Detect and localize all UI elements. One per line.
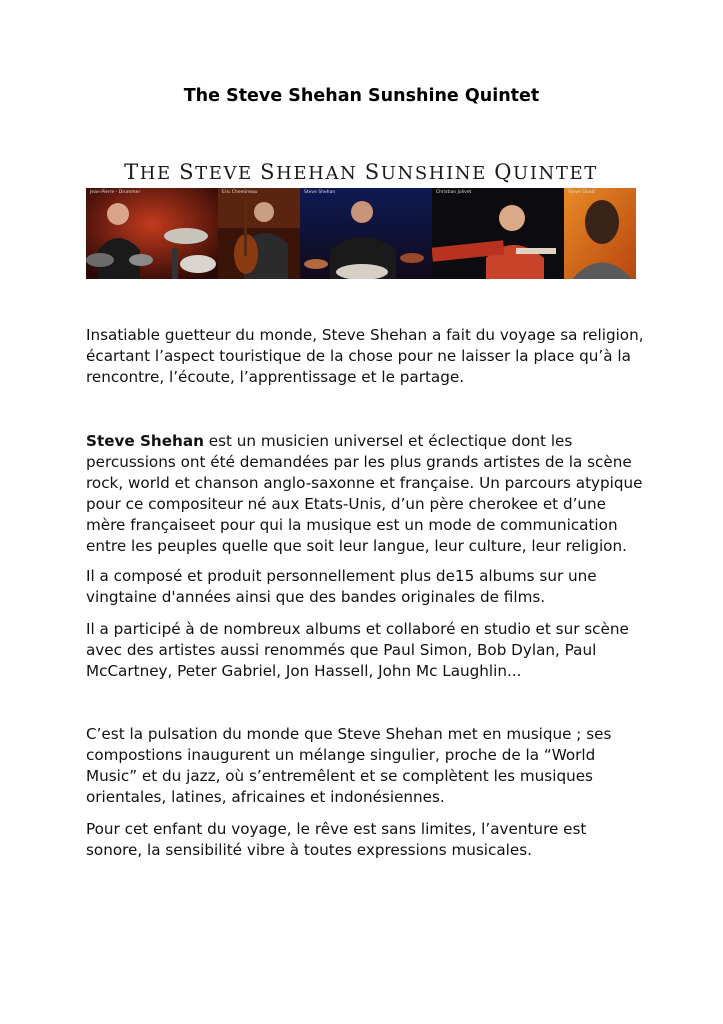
banner-title-part: QUINTET xyxy=(494,160,598,184)
banner-title-part: STEVE xyxy=(179,160,261,184)
photo-caption: Christian Jolivet xyxy=(436,190,472,195)
photo-caption: Steve Ghazi xyxy=(568,190,595,195)
page-title: The Steve Shehan Sunshine Quintet xyxy=(183,86,540,106)
banner-title-part: SHEHAN xyxy=(260,160,365,184)
photo-caption: Steve Shehan xyxy=(304,190,336,195)
banner-title xyxy=(86,160,636,184)
paragraph-closing: Pour cet enfant du voyage, le rêve est sans limites, l’aventure est sonore, la sensibilité vibre à toutes expressions musicales. xyxy=(86,820,587,859)
photo-portrait xyxy=(564,188,636,279)
band-photo-strip xyxy=(86,188,636,279)
paragraph-albums: Il a composé et produit personnellement plus de15 albums sur une vingtaine d'années ainsi que des bandes originales de films. xyxy=(86,567,597,606)
photo-caption: Jean-Pierre - Drummer xyxy=(90,190,141,195)
photo-caption: Eric Chemineau xyxy=(222,190,258,195)
artist-name: Steve Shehan xyxy=(86,432,204,450)
paragraph-biography xyxy=(86,431,646,557)
photo-keyboardist xyxy=(432,188,564,279)
photo-bassist xyxy=(218,188,300,279)
paragraph-collaborations: Il a participé à de nombreux albums et collaboré en studio et sur scène avec des artistes aussi renommés que Paul Simon, Bob Dylan, Paul McCartney, Peter Gabriel, Jon Hassell, John Mc Laughlin... xyxy=(86,620,629,680)
photo-drummer xyxy=(86,188,218,279)
paragraph-music-style: C’est la pulsation du monde que Steve Shehan met en musique ; ses compostions inaugurent un mélange singulier, proche de la “World Music” et du jazz, où s’entremêlent et se complètent les musiques orientales, latines, africaines et indonésiennes. xyxy=(86,725,612,806)
banner-title-part: SUNSHINE xyxy=(364,160,495,184)
paragraph-biography-text: est un musicien universel et éclectique dont les percussions ont été demandées par les plus grands artistes de la scène rock, world et chanson anglo-saxonne et française. Un parcours atypique pour ce compositeur né aux Etats-Unis, d’un père cherokee et d’une mère françaiseet pour qui la musique est un mode de communication entre les peuples quelle que soit leur langue, leur culture, leur religion. xyxy=(86,432,643,555)
banner-title-part: THE xyxy=(124,160,180,184)
photo-percussionist xyxy=(300,188,432,279)
paragraph-intro: Insatiable guetteur du monde, Steve Shehan a fait du voyage sa religion, écartant l’aspect touristique de la chose pour ne laisser la place qu’à la rencontre, l’écoute, l’apprentissage et le partage. xyxy=(86,326,644,386)
